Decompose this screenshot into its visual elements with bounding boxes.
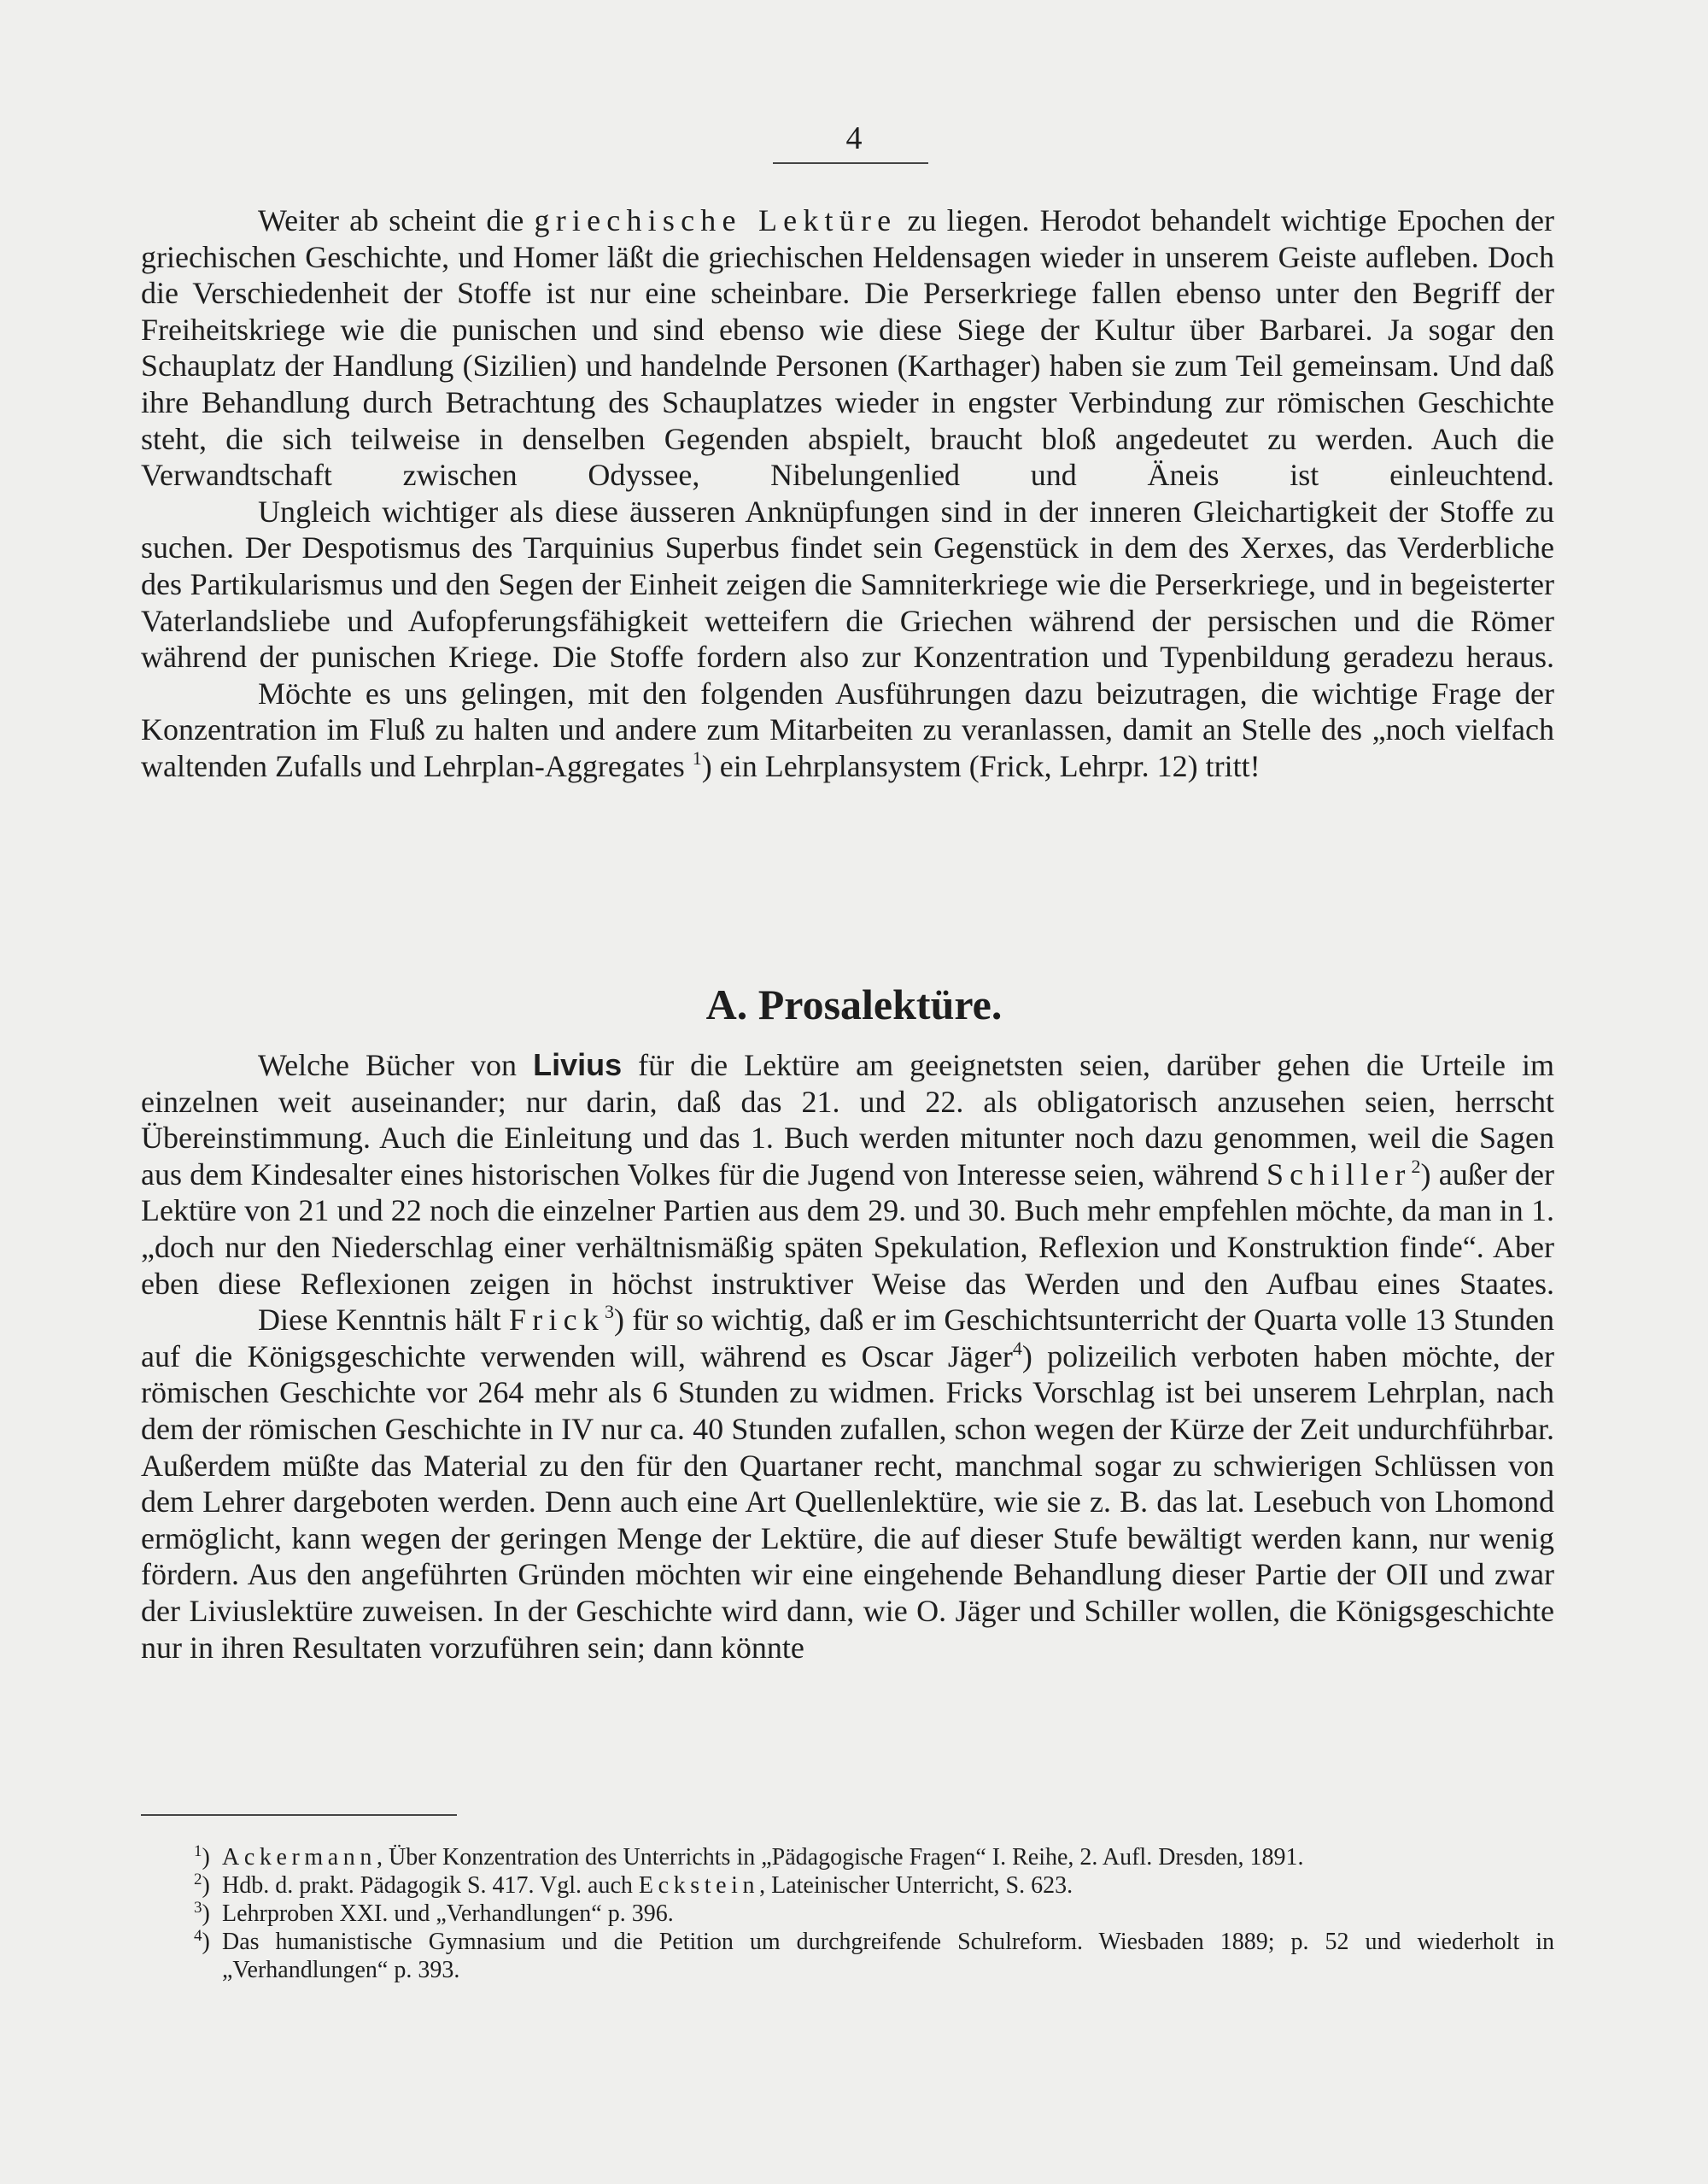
paragraph: Weiter ab scheint die griechische Lektüre zu liegen. Herodot behandelt wichtige Epochen der griechischen Geschichte, und Homer läßt die griechischen Heldensagen wieder in unserem Geiste aufleben. Doch die Verschiedenheit der Stoffe ist nur eine scheinbare. Die Perserkriege fallen ebenso unter den Begriff der Freiheitskriege wie die punischen und sind ebenso wie diese Siege der Kultur über Barbarei. Ja sogar den Schauplatz der Handlung (Sizilien) und handelnde Personen (Karthager) haben sie zum Teil gemeinsam. Und daß ihre Behandlung durch Betrachtung des Schauplatzes wieder in engster Verbindung zur römischen Geschichte steht, die sich teilweise in denselben Gegenden abspielt, braucht bloß angedeutet zu werden. Auch die Verwandtschaft zwischen Odyssee, Nibelungenlied und Äneis ist einleuchtend. bbox=[141, 203, 1555, 493]
footnote: $^4$) Das humanistische Gymnasium und die Petition um durchgreifende Schulreform. Wiesbaden 1889; p. 52 und wiederholt in „Verhandlungen“ p. 393. bbox=[194, 1927, 1554, 1983]
footnote-ref: 2 bbox=[1411, 1155, 1421, 1177]
spaced-name: Schiller bbox=[1266, 1156, 1412, 1192]
spaced-emphasis: griechische Lektüre bbox=[534, 203, 898, 237]
section-text bbox=[141, 1047, 1554, 1666]
paragraph: Welche Bücher von Livius für die Lektüre am geeignetsten seien, darüber gehen die Urteile im einzelnen weit auseinander; nur darin, daß das 21. und 22. als obligatorisch anzusehen seien, herrscht Übereinstimmung. Auch die Einleitung und das 1. Buch werden mitunter noch dazu genommen, weil die Sagen aus dem Kindesalter eines historischen Volkes für die Jugend von Interesse seien, während Schiller$^2$) außer der Lektüre von 21 und 22 noch die einzelner Partien aus dem 29. und 30. Buch mehr empfehlen möchte, da man in 1. „doch nur den Niederschlag einer verhältnismäßig späten Spekulation, Reflexion und Konstruktion finde“. Aber eben diese Reflexionen zeigen in höchst instruktiver Weise das Werden und den Aufbau eines Staates. bbox=[141, 1047, 1554, 1301]
page-number: 4 bbox=[845, 120, 863, 156]
footnote-ref: 4 bbox=[1012, 1337, 1022, 1359]
intro-text bbox=[141, 202, 1554, 785]
section-heading: A. Prosalektüre. bbox=[705, 981, 1003, 1028]
paragraph: Diese Kenntnis hält Frick$^3$) für so wichtig, daß er im Geschichtsunterricht der Quarta volle 13 Stunden auf die Königsgeschichte verwenden will, während es Oscar Jäger$^4$) polizeilich verboten haben möchte, der römischen Geschichte vor 264 mehr als 6 Stunden zu widmen. Fricks Vorschlag ist bei unserem Lehrplan, nach dem der römischen Geschichte in IV nur ca. 40 Stunden zufallen, schon wegen der Kürze der Zeit undurchführbar. Außerdem müßte das Material zu den für den Quartaner recht, manchmal sogar zu schwierigen Schlüssen von dem Lehrer dargeboten werden. Denn auch eine Art Quellenlektüre, wie sie z. B. das lat. Lesebuch von Lhomond ermöglicht, kann wegen der geringen Menge der Lektüre, die auf dieser Stufe bewältigt werden kann, nur wenig fördern. Aus den angeführten Gründen möchten wir eine eingehende Behandlung dieser Partie der OII und zwar der Liviuslektüre zuweisen. In der Geschichte wird dann, wie O. Jäger und Schiller wollen, die Königsgeschichte nur in ihren Resultaten vorzuführen sein; dann könnte bbox=[141, 1301, 1555, 1665]
footnote: $^1$) Ackermann, Über Konzentration des Unterrichts in „Pädagogische Fragen“ I. Reihe, 2. Aufl. Dresden, 1891. bbox=[194, 1842, 1304, 1871]
footnote-rule bbox=[141, 1814, 457, 1816]
paragraph: Ungleich wichtiger als diese äusseren Anknüpfungen sind in der inneren Gleichartigkeit der Stoffe zu suchen. Der Despotismus des Tarquinius Superbus findet sein Gegenstück in dem des Xerxes, das Verderbliche des Partikularismus und den Segen der Einheit zeigen die Samniterkriege wie die Perserkriege, und in begeisterter Vaterlandsliebe und Aufopferungsfähigkeit wetteifern die Griechen während der persischen und die Römer während der punischen Kriege. Die Stoffe fordern also zur Konzentration und Typenbildung geradezu heraus. bbox=[141, 494, 1554, 675]
footnotes bbox=[141, 1843, 1554, 1984]
footnote: $^2$) Hdb. d. prakt. Pädagogik S. 417. Vgl. auch Eckstein, Lateinischer Unterricht, S. 623. bbox=[194, 1871, 1073, 1899]
spaced-name: Frick bbox=[509, 1303, 605, 1338]
paragraph: Möchte es uns gelingen, mit den folgenden Ausführungen dazu beizutragen, die wichtige Frage der Konzentration im Fluß zu halten und andere zum Mitarbeiten zu veranlassen, damit an Stelle des „noch vielfach waltenden Zufalls und Lehrplan-Aggregates $^1$) ein Lehrplansystem (Frick, Lehrpr. 12) tritt! bbox=[141, 676, 1554, 783]
footnote-ref: 3 bbox=[605, 1301, 615, 1323]
footnote-ref: 1 bbox=[692, 747, 702, 769]
footnote: $^3$) Lehrproben XXI. und „Verhandlungen“ p. 396. bbox=[194, 1899, 674, 1927]
page-number-rule bbox=[773, 162, 928, 164]
livius-emphasis: Livius bbox=[533, 1047, 623, 1082]
